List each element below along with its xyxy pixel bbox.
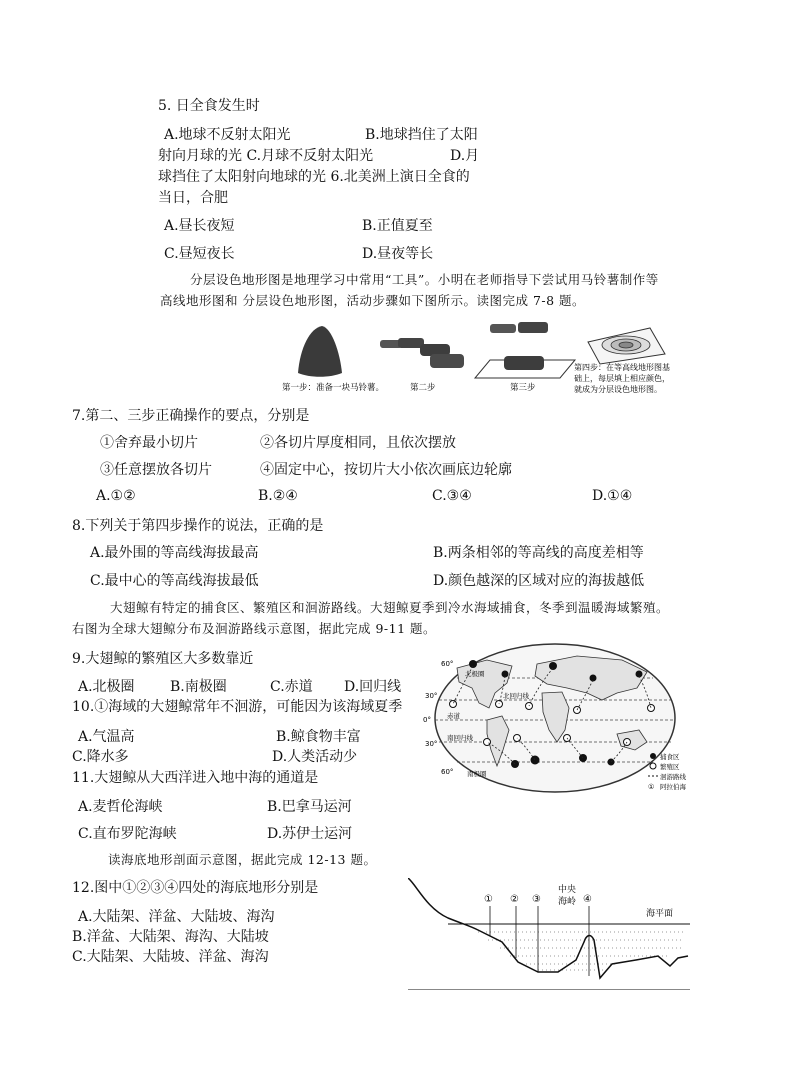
lat-60n-label: 60° — [441, 660, 454, 668]
intro-9-11-line2: 右图为全球大翅鲸分布及洄游路线示意图，据此完成 9-11 题。 — [72, 621, 437, 636]
q7-option-b: B.②④ — [258, 488, 298, 504]
q7-item-3: ③任意摆放各切片 — [100, 462, 212, 478]
q7-option-d: D.①④ — [592, 488, 633, 504]
slices-step3 — [475, 322, 575, 378]
q10-option-b: B.鲸食物丰富 — [276, 729, 361, 745]
marker-2: ② — [510, 894, 519, 905]
legend-feeding: 捕食区 — [660, 753, 680, 761]
q6-option-a: A.昼长夜短 — [164, 218, 235, 234]
marker-4: ④ — [583, 894, 592, 905]
sea-level-label: 海平面 — [646, 909, 674, 919]
q7-stem: 7.第二、三步正确操作的要点，分别是 — [72, 408, 310, 424]
arctic-circle-label: 北极圈 — [465, 670, 485, 678]
q12-option-a: A.大陆架、洋盆、大陆坡、海沟 — [78, 909, 275, 925]
intro-7-8-line2: 高线地形图和 分层设色地形图，活动步骤如下图所示。读图完成 7-8 题。 — [160, 293, 586, 308]
legend-marker-1: ① — [648, 783, 655, 791]
slices-step2 — [380, 338, 464, 368]
q7-option-c: C.③④ — [432, 488, 472, 504]
q8-option-b: B.两条相邻的等高线的高度差相等 — [433, 545, 644, 561]
q11-option-c: C.直布罗陀海峡 — [78, 826, 177, 842]
q12-stem: 12.图中①②③④四处的海底地形分别是 — [72, 880, 319, 896]
intro-12-13-line1: 读海底地形剖面示意图，据此完成 12-13 题。 — [108, 852, 377, 867]
q5-option-a: A.地球不反射太阳光 — [164, 127, 291, 143]
q10-stem: 10.①海域的大翅鲸常年不洄游，可能因为该海域夏季 — [72, 699, 403, 715]
q5-stem: 5. 日全食发生时 — [158, 98, 260, 114]
q6-option-d: D.昼夜等长 — [362, 246, 434, 262]
q5-option-b: B.地球挡住了太阳 — [365, 127, 478, 143]
legend-breeding: 繁殖区 — [660, 763, 680, 771]
q7-item-2: ②各切片厚度相同，且依次摆放 — [260, 435, 456, 451]
q9-option-c: C.赤道 — [270, 679, 313, 695]
potato-steps-figure — [270, 318, 690, 400]
intro-9-11-line1: 大翅鲸有特定的捕食区、繁殖区和洄游路线。大翅鲸夏季到冷水海域捕食，冬季到温暖海域繁殖。 — [110, 600, 670, 615]
q6-option-c: C.昼短夜长 — [164, 246, 235, 262]
marker-1: ① — [484, 894, 493, 905]
q9-option-d: D.回归线 — [344, 679, 402, 695]
q12-option-b: B.洋盆、大陆架、海沟、大陆坡 — [72, 929, 269, 945]
seabed-profile-diagram — [408, 878, 690, 990]
step1-label: 第一步：准备一块马铃薯。 — [282, 383, 385, 393]
q8-option-d: D.颜色越深的区域对应的海拔越低 — [433, 573, 645, 589]
q8-stem: 8.下列关于第四步操作的说法，正确的是 — [72, 518, 324, 534]
tropic-cancer-label: 北回归线 — [503, 692, 529, 700]
mid-ocean-ridge-label-1: 中央 — [558, 885, 577, 895]
whale-distribution-map — [417, 638, 687, 798]
q9-option-b: B.南极圈 — [170, 679, 227, 695]
map-legend — [648, 752, 687, 791]
q7-option-a: A.①② — [96, 488, 136, 504]
q6-option-b: B.正值夏至 — [362, 218, 433, 234]
legend-arabian-sea: 阿拉伯海 — [660, 783, 686, 791]
q9-option-a: A.北极圈 — [78, 679, 135, 695]
step4-label-line3: 就成为分层设色地形图。 — [574, 385, 662, 394]
q5-option-d-start: D.月 — [450, 148, 480, 164]
marker-3: ③ — [532, 894, 541, 905]
tropic-capricorn-label: 南回归线 — [447, 734, 473, 742]
mid-ocean-ridge-label-2: 海岭 — [558, 897, 577, 907]
contour-step4 — [588, 328, 665, 364]
q7-item-1: ①舍弃最小切片 — [100, 435, 198, 451]
q8-option-c: C.最中心的等高线海拔最低 — [90, 573, 259, 589]
q5-line2: 射向月球的光 C.月球不反射太阳光 — [158, 148, 374, 164]
q10-option-a: A.气温高 — [78, 729, 135, 745]
lat-30n-label: 30° — [425, 692, 438, 700]
legend-route: 洄游路线 — [660, 773, 686, 781]
q10-option-d: D.人类活动少 — [272, 749, 358, 765]
equator-label: 赤道 — [447, 712, 460, 720]
q5-line3: 球挡住了太阳射向地球的光 6.北美洲上演日全食的 — [158, 169, 470, 185]
q5-line4: 当日，合肥 — [158, 190, 228, 206]
lat-60s-label: 60° — [441, 768, 454, 776]
q12-option-c: C.大陆架、大陆坡、洋盆、海沟 — [72, 949, 269, 965]
q7-item-4: ④固定中心，按切片大小依次画底边轮廓 — [260, 462, 512, 478]
intro-7-8-line1: 分层设色地形图是地理学习中常用“工具”。小明在老师指导下尝试用马铃薯制作等 — [190, 272, 659, 287]
q11-option-a: A.麦哲伦海峡 — [78, 799, 163, 815]
lat-30s-label: 30° — [425, 740, 438, 748]
q11-option-d: D.苏伊士运河 — [267, 826, 353, 842]
q11-stem: 11.大翅鲸从大西洋进入地中海的通道是 — [72, 770, 319, 786]
step2-label: 第二步 — [410, 383, 436, 393]
q11-option-b: B.巴拿马运河 — [267, 799, 352, 815]
q9-stem: 9.大翅鲸的繁殖区大多数靠近 — [72, 651, 254, 667]
q10-option-c: C.降水多 — [72, 749, 129, 765]
q8-option-a: A.最外围的等高线海拔最高 — [90, 545, 259, 561]
antarctic-circle-label: 南极圈 — [467, 770, 487, 778]
water-body — [458, 924, 688, 978]
step4-label-line2: 础上，每层填上相应颜色， — [574, 374, 670, 383]
lat-0-label: 0° — [423, 716, 431, 724]
potato-shape — [298, 326, 342, 377]
step3-label: 第三步 — [510, 383, 536, 393]
step4-label-line1: 第四步：在等高线地形图基 — [574, 363, 670, 372]
